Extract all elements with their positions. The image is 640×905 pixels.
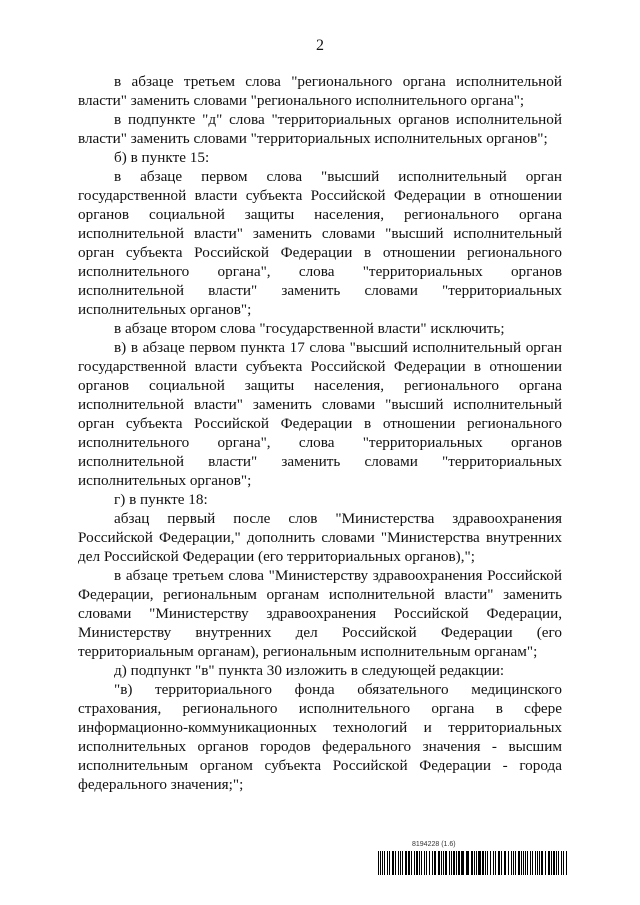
barcode-bar	[405, 851, 407, 875]
barcode-bar	[561, 851, 562, 875]
barcode-bar	[380, 851, 381, 875]
paragraph-6: в) в абзаце первом пункта 17 слова "высший исполнительный орган государственной власти субъекта Российской Федерации в отношении органов социальной защиты населения, регионального органа исполнительной власти" заменить словами "высший исполнительный орган субъекта Российской Федерации в отношении регионального исполнительного органа", слова "территориальных органов исполнительной власти" заменить словами "территориальных исполнительных органов";	[78, 339, 562, 489]
barcode-bar	[532, 851, 533, 875]
paragraph-5: в абзаце втором слова "государственной власти" исключить;	[114, 320, 505, 337]
barcode-bar	[478, 851, 481, 875]
barcode-bar	[429, 851, 430, 875]
barcode-bar	[426, 851, 427, 875]
barcode-caption: 8194228 (1.6)	[412, 841, 456, 848]
barcode-bar	[432, 851, 433, 875]
barcode-bar	[482, 851, 484, 875]
barcode-bar	[392, 851, 394, 875]
barcode-icon	[378, 851, 568, 875]
barcode-bar	[527, 851, 528, 875]
barcode-bar	[490, 851, 491, 875]
barcode-bar	[438, 851, 440, 875]
paragraph-2: в подпункте "д" слова "территориальных органов исполнительной власти" заменить словами "территориальных исполнительных органов";	[78, 111, 562, 147]
barcode-bar	[523, 851, 524, 875]
barcode-bar	[416, 851, 418, 875]
paragraph-11: "в) территориального фонда обязательного медицинского страхования, регионального исполнительного органа в сфере информационно-коммуникационных технологий и территориальных исполнительных органов городов федерального значения - высшим исполнительным органом субъекта Российской Федерации - города федерального значения;";	[78, 681, 562, 793]
barcode-bar	[539, 851, 540, 875]
barcode-bar	[485, 851, 486, 875]
barcode-bar	[566, 851, 567, 875]
barcode-bar	[513, 851, 514, 875]
paragraph-4: в абзаце первом слова "высший исполнительный орган государственной власти субъекта Российской Федерации в отношении органов социальной защиты населения, регионального органа исполнительной власти" заменить словами "высший исполнительный орган субъекта Российской Федерации в отношении регионального исполнительного органа", слова "территориальных органов исполнительной власти" заменить словами "территориальных исполнительных органов";	[78, 168, 562, 318]
barcode-bar	[445, 851, 447, 875]
barcode-bar	[541, 851, 543, 875]
barcode-bar	[378, 851, 379, 875]
barcode-bar	[537, 851, 538, 875]
barcode-bar	[471, 851, 473, 875]
barcode-bar	[563, 851, 564, 875]
barcode-bar	[453, 851, 455, 875]
barcode-bar	[558, 851, 559, 875]
barcode-bar	[434, 851, 436, 875]
barcode-bar	[474, 851, 475, 875]
barcode-bar	[400, 851, 401, 875]
barcode-bar	[402, 851, 403, 875]
page-number: 2	[316, 37, 324, 54]
barcode-bar	[408, 851, 410, 875]
barcode-bar	[553, 851, 555, 875]
barcode-bar	[521, 851, 522, 875]
barcode-bar	[504, 851, 506, 875]
barcode-bar	[419, 851, 420, 875]
barcode-bar	[511, 851, 512, 875]
barcode-bar	[493, 851, 494, 875]
barcode-bar	[387, 851, 388, 875]
barcode-bar	[518, 851, 520, 875]
barcode-bar	[548, 851, 550, 875]
paragraph-9: в абзаце третьем слова "Министерству здравоохранения Российской Федерации, региональным органам исполнительной власти" заменить словами "Министерству здравоохранения Российской Федерации, Министерству внутренних дел Российской Федерации (его территориальным органам), региональным исполнительным органам";	[78, 567, 562, 660]
paragraph-10: д) подпункт "в" пункта 30 изложить в следующей редакции:	[114, 662, 505, 679]
barcode-bar	[443, 851, 444, 875]
barcode-bar	[398, 851, 399, 875]
barcode-bar	[458, 851, 460, 875]
barcode-bar	[525, 851, 526, 875]
barcode-bar	[530, 851, 531, 875]
barcode-bar	[449, 851, 450, 875]
barcode-bar	[414, 851, 415, 875]
barcode-bar	[466, 851, 469, 875]
barcode-bar	[441, 851, 442, 875]
barcode-bar	[535, 851, 536, 875]
barcode-bar	[461, 851, 464, 875]
barcode-bar	[456, 851, 457, 875]
barcode-bar	[515, 851, 516, 875]
paragraph-3: б) в пункте 15:	[114, 149, 210, 166]
barcode-bar	[424, 851, 425, 875]
barcode-bar	[421, 851, 422, 875]
barcode-bar	[384, 851, 385, 875]
barcode-bar	[487, 851, 488, 875]
barcode-bar	[545, 851, 546, 875]
barcode-bar	[495, 851, 496, 875]
paragraph-8: абзац первый после слов "Министерства здравоохранения Российской Федерации," дополнить словами "Министерства внутренних дел Российской Федерации (его территориальных органов),";	[78, 510, 562, 565]
barcode-bar	[508, 851, 509, 875]
barcode-bar	[451, 851, 452, 875]
barcode-bar	[501, 851, 502, 875]
barcode-bar	[476, 851, 477, 875]
document-body	[78, 72, 562, 794]
barcode-bar	[556, 851, 557, 875]
paragraph-7: г) в пункте 18:	[114, 491, 208, 508]
barcode-bar	[395, 851, 396, 875]
barcode-bar	[551, 851, 552, 875]
barcode-bar	[498, 851, 500, 875]
barcode-bar	[411, 851, 412, 875]
barcode-bar	[382, 851, 383, 875]
paragraph-1: в абзаце третьем слова "регионального органа исполнительной власти" заменить словами "регионального исполнительного органа";	[78, 73, 562, 109]
barcode-bar	[389, 851, 390, 875]
